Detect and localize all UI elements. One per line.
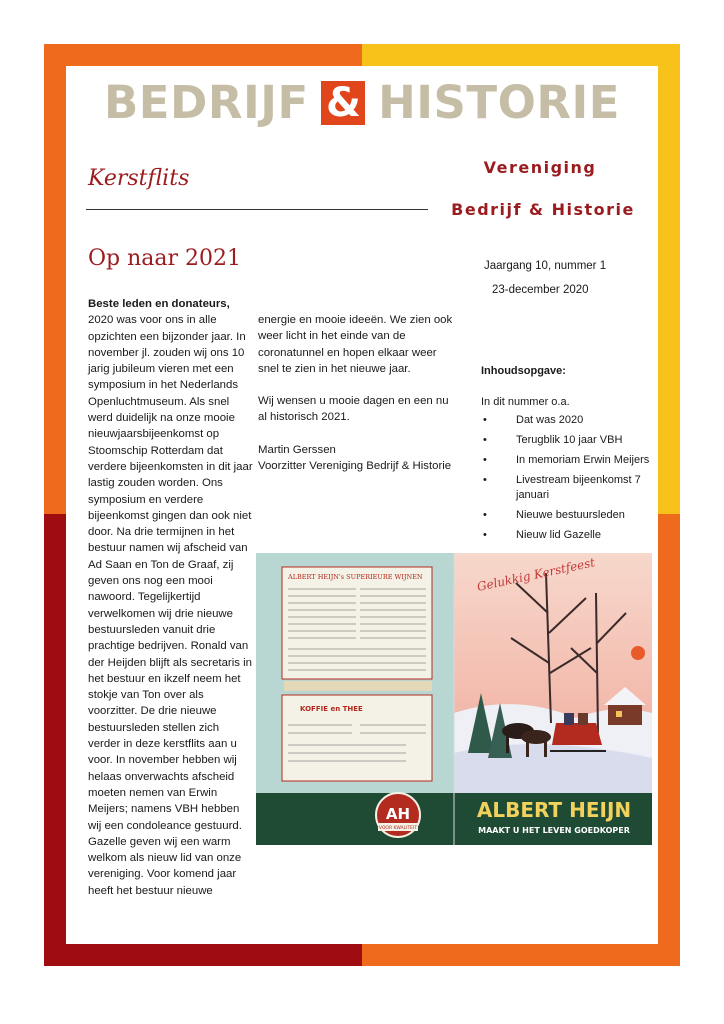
issue-volume: Jaargang 10, nummer 1 bbox=[484, 260, 607, 272]
toc-item[interactable]: • Livestream bijeenkomst 7 januari bbox=[483, 474, 641, 501]
toc-list bbox=[481, 413, 651, 543]
bullet-icon: • bbox=[483, 454, 487, 466]
brand-slogan: MAAKT U HET LEVEN GOEDKOPER bbox=[478, 826, 630, 835]
issue-date: 23-december 2020 bbox=[492, 284, 589, 296]
article-column-2 bbox=[258, 312, 454, 474]
masthead-word-historie: HISTORIE bbox=[378, 76, 620, 129]
bullet-icon: • bbox=[483, 529, 487, 541]
table-of-contents bbox=[481, 364, 651, 548]
society-name-line1: Vereniging bbox=[483, 158, 597, 177]
coffee-title: KOFFIE en THEE bbox=[300, 705, 363, 713]
brand-name: ALBERT HEIJN bbox=[476, 798, 632, 822]
wine-list-title: ALBERT HEIJN's SUPERIEURE WIJNEN bbox=[288, 573, 423, 581]
albert-heijn-christmas-advert bbox=[256, 553, 652, 845]
toc-intro: In dit nummer o.a. bbox=[481, 396, 570, 408]
toc-item[interactable]: • Dat was 2020 bbox=[483, 414, 584, 426]
ah-logo-subtext: VOOR KWALITEIT bbox=[378, 826, 418, 831]
header-divider bbox=[86, 209, 428, 210]
toc-item[interactable]: • In memoriam Erwin Meijers bbox=[483, 454, 650, 466]
wine-list-card bbox=[282, 567, 432, 679]
bullet-icon: • bbox=[483, 474, 487, 486]
bullet-icon: • bbox=[483, 434, 487, 446]
article-title: Op naar 2021 bbox=[88, 246, 242, 271]
signature-role: Voorzitter Vereniging Bedrijf & Historie bbox=[258, 460, 452, 473]
society-name-line2: Bedrijf & Historie bbox=[451, 200, 635, 219]
article-body-column-1: 2020 was voor ons in alle opzichten een bijzonder jaar. In november jl. zouden wij ons 10 jarig jubileum vieren met een symposium in het Nederlands Openluchtmuseum. Als snel werd duidelijk na onze mooie nieuwjaarsbijeenkomst op Stoomschip Rotterdam dat verdere bijeenkomsten in dit jaar lastig zouden worden. Ons symposium en verdere bijeenkomst gingen dan ook niet door. Na drie termijnen in het bestuur namen wij afscheid van Ad Saan en Ton de Graaf, zij geven ons nog een mooi nawoord. Tegelijkertijd verwelkomen wij drie nieuwe bestuursleden vanuit drie prachtige bedrijven. Ronald van der Heijden blijft als secretaris in het bestuur en ikzelf neem het stokje van Ton over als voorzitter. De drie nieuwe bestuursleden stellen zich verder in deze kerstflits aan u voor. In november hebben wij helaas onverwachts afscheid moeten nemen van Erwin Meijers; namens VBH hebben wij een condoleance gestuurd. Gazelle geven wij een warm welkom als nieuw lid van onze vereniging. Voor komend jaar heeft het bestuur nieuwe bbox=[88, 314, 253, 897]
bullet-icon: • bbox=[483, 414, 487, 426]
masthead-ampersand: & bbox=[321, 81, 365, 125]
toc-item[interactable]: • Nieuwe bestuursleden bbox=[483, 509, 625, 521]
article-column-1 bbox=[88, 296, 254, 899]
masthead-logo bbox=[104, 76, 620, 129]
article-paragraph-2: energie en mooie ideeën. We zien ook weer licht in het einde van de coronatunnel en hopen elkaar weer snel te zien in het nieuwe jaar. bbox=[258, 314, 453, 375]
setting-sun bbox=[631, 646, 645, 660]
greeting-text: Gelukkig Kerstfeest bbox=[475, 555, 597, 594]
bullet-icon: • bbox=[483, 509, 487, 521]
signature-name: Martin Gerssen bbox=[258, 443, 336, 456]
advert-illustration bbox=[256, 553, 652, 845]
article-salutation: Beste leden en donateurs, bbox=[88, 298, 230, 310]
ah-logo-text: AH bbox=[385, 805, 411, 823]
toc-title: Inhoudsopgave: bbox=[481, 365, 566, 377]
toc-item[interactable]: • Terugblik 10 jaar VBH bbox=[483, 434, 623, 446]
newsletter-name: Kerstflits bbox=[88, 166, 190, 191]
masthead-word-bedrijf: BEDRIJF bbox=[104, 76, 309, 129]
article-paragraph-3: Wij wensen u mooie dagen en een nu al historisch 2021. bbox=[258, 395, 449, 424]
toc-item[interactable]: • Nieuw lid Gazelle bbox=[483, 529, 601, 541]
cottage bbox=[608, 703, 642, 725]
